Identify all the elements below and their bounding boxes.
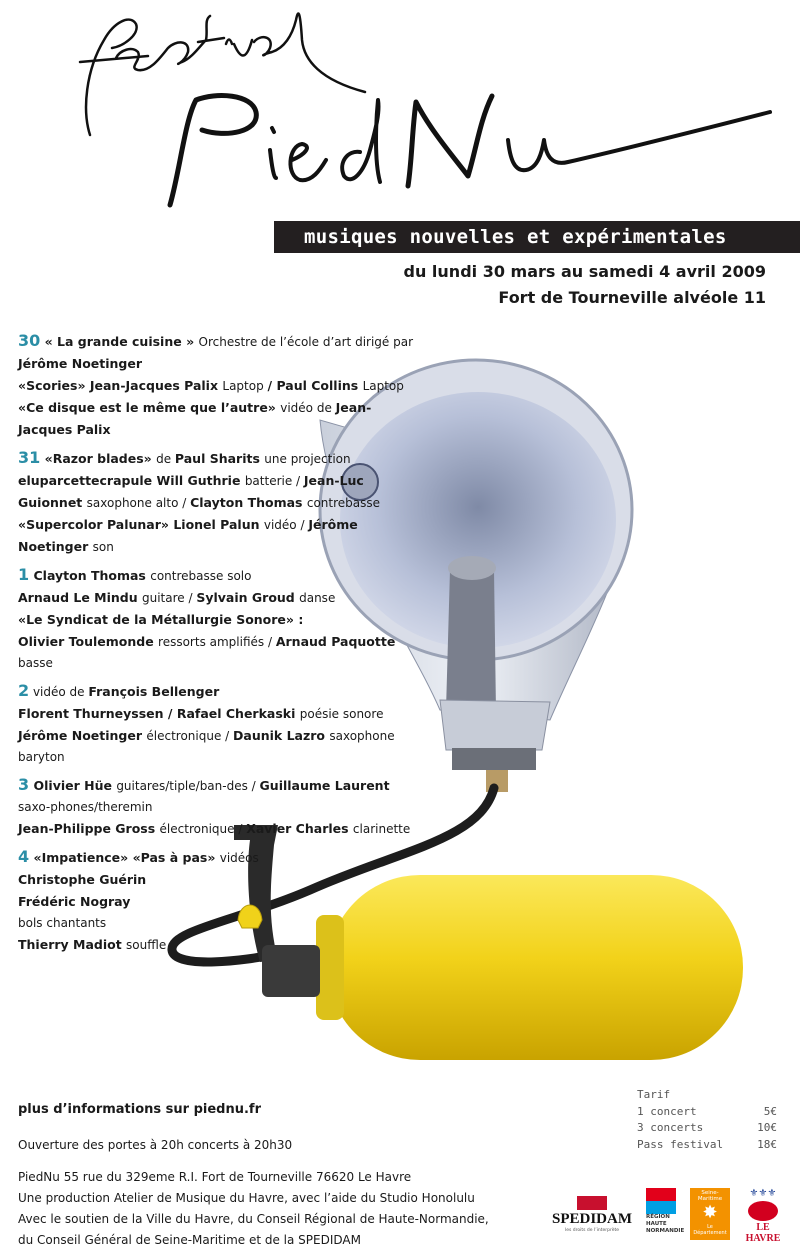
role-text: danse (299, 591, 336, 605)
role-text: clarinette (352, 822, 411, 836)
role-text: saxophone alto / (86, 496, 191, 510)
performer-or-title: / Paul Collins (267, 378, 363, 393)
price-label: Pass festival (637, 1137, 724, 1151)
performer-or-title: Olivier Toulemonde (18, 634, 159, 649)
fleur-de-lis-icon: ⚜⚜⚜ (749, 1188, 777, 1199)
price-row (637, 1104, 777, 1121)
role-text: vidéo de (29, 685, 89, 699)
performer-or-title: Daunik Lazro (233, 728, 330, 743)
performer-or-title: Jean-Jacques Palix (18, 400, 372, 437)
program-day-number: 1 (18, 565, 30, 584)
program-line (18, 818, 418, 840)
program-line (18, 846, 418, 869)
role-text: poésie sonore (299, 707, 384, 721)
more-info-link[interactable]: plus d’informations sur piednu.fr (18, 1102, 262, 1117)
performer-or-title: «Ce disque est le même que l’autre» (18, 400, 281, 415)
production-credit: Une production Atelier de Musique du Havre, avec l’aide du Studio Honolulu (18, 1191, 475, 1205)
program-line (18, 774, 418, 818)
role-text: Laptop (222, 379, 268, 393)
performer-or-title: Florent Thurneyssen / Rafael Cherkaski (18, 706, 300, 721)
program-line (18, 609, 418, 631)
performer-or-title: Olivier Hüe (29, 778, 117, 793)
performer-or-title: «Le Syndicat de la Métallurgie Sonore» : (18, 612, 304, 627)
lehavre-name: LE HAVRE (745, 1222, 781, 1244)
seine-maritime-name: Seine-Maritime (697, 1190, 723, 1202)
role-text: saxophone baryton (18, 729, 395, 764)
region-mark-icon (646, 1188, 676, 1214)
performer-or-title: Jean-Philippe Gross (18, 821, 160, 836)
support-line-1: Avec le soutien de la Ville du Havre, du Conseil Régional de Haute-Normandie, (18, 1212, 489, 1226)
performer-or-title: «Razor blades» (40, 451, 157, 466)
performer-or-title: Clayton Thomas (29, 568, 151, 583)
performer-or-title: Jean-Luc Guionnet (18, 473, 364, 510)
price-row (637, 1137, 777, 1154)
role-text: ressorts amplifiés / (158, 635, 276, 649)
program-line (18, 514, 418, 558)
performer-or-title: Arnaud Le Mindu (18, 590, 142, 605)
performer-or-title: Arnaud Paquotte (275, 634, 396, 649)
event-dates: du lundi 30 mars au samedi 4 avril 2009 (403, 262, 766, 281)
role-text: Laptop (362, 379, 404, 393)
performer-or-title: Xavier Charles (246, 821, 353, 836)
price-value: 10€ (757, 1121, 777, 1134)
event-venue: Fort de Tourneville alvéole 11 (498, 288, 766, 307)
performer-or-title: François Bellenger (88, 684, 220, 699)
price-table (637, 1087, 777, 1153)
role-text: batterie / (244, 474, 304, 488)
role-text: saxo-phones/theremin (18, 800, 153, 814)
figure-icon: ✸ (702, 1202, 718, 1223)
role-text: souffle (126, 938, 167, 952)
program-line (18, 587, 418, 609)
opening-hours: Ouverture des portes à 20h concerts à 20h30 (18, 1138, 293, 1152)
program-line (18, 330, 418, 375)
performer-or-title: Christophe Guérin (18, 872, 147, 887)
price-value: 5€ (763, 1104, 777, 1118)
price-value: 18€ (757, 1137, 777, 1151)
program-day-number: 30 (18, 331, 41, 350)
performer-or-title: Jérôme Noetinger (18, 728, 147, 743)
program-line (18, 397, 418, 441)
role-text: Orchestre de l’école d’art dirigé par (198, 335, 414, 349)
role-text: contrebasse (306, 496, 381, 510)
performer-or-title: Jérôme Noetinger (18, 517, 358, 554)
price-label: 3 concerts (637, 1121, 704, 1134)
support-line-2: du Conseil Général de Seine-Maritime et de la SPEDIDAM (18, 1233, 361, 1247)
performer-or-title: Paul Sharits (174, 451, 265, 466)
role-text: contrebasse solo (150, 569, 252, 583)
program-line (18, 680, 418, 703)
role-text: vidéos (219, 851, 259, 865)
price-title: Tarif (637, 1088, 671, 1101)
program-line (18, 869, 418, 891)
performer-or-title: « La grande cuisine » (40, 334, 199, 349)
role-text: son (92, 540, 114, 554)
spedidam-logo (546, 1196, 638, 1240)
program-line (18, 913, 418, 934)
departement-name: Le Département (693, 1224, 727, 1236)
performer-or-title: Frédéric Nogray (18, 894, 131, 909)
role-text: électronique / (159, 822, 247, 836)
program-line (18, 631, 418, 674)
role-text: électronique / (146, 729, 234, 743)
role-text: vidéo / (263, 518, 309, 532)
program-list (18, 330, 418, 962)
spedidam-name: SPEDIDAM (551, 1211, 632, 1227)
festival-piednu-logo (20, 0, 790, 215)
program-line (18, 891, 418, 913)
performer-or-title: «Scories» Jean-Jacques Palix (18, 378, 223, 393)
program-day-number: 3 (18, 775, 30, 794)
program-day-number: 31 (18, 448, 41, 467)
performer-or-title: Clayton Thomas (190, 495, 307, 510)
role-text: guitares/tiple/ban-des / (116, 779, 260, 793)
role-text: basse (18, 656, 53, 670)
performer-or-title: «Impatience» «Pas à pas» (29, 850, 220, 865)
program-line (18, 375, 418, 397)
spedidam-mark-icon (577, 1196, 607, 1210)
subtitle-banner: musiques nouvelles et expérimentales (274, 221, 800, 253)
spedidam-tagline: les droits de l’interprète (564, 1228, 620, 1233)
seine-maritime-logo (690, 1188, 730, 1240)
program-line (18, 564, 418, 587)
salamander-icon (748, 1201, 778, 1221)
program-line (18, 703, 418, 725)
price-row (637, 1120, 777, 1137)
program-line (18, 725, 418, 768)
performer-or-title: eluparcettecrapule Will Guthrie (18, 473, 245, 488)
footer-info (18, 1102, 498, 1251)
address: PiedNu 55 rue du 329eme R.I. Fort de Tourneville 76620 Le Havre (18, 1170, 412, 1184)
performer-or-title: Jérôme Noetinger (18, 356, 143, 371)
role-text: vidéo de (280, 401, 336, 415)
region-name: RÉGION HAUTE NORMANDIE (646, 1214, 685, 1234)
role-text: une projection (264, 452, 351, 466)
program-day-number: 2 (18, 681, 30, 700)
role-text: de (156, 452, 175, 466)
program-day-number: 4 (18, 847, 30, 866)
event-info (404, 259, 766, 311)
program-line (18, 934, 418, 956)
performer-or-title: Guillaume Laurent (259, 778, 390, 793)
role-text: bols chantants (18, 916, 107, 930)
lehavre-logo (740, 1188, 786, 1244)
role-text: guitare / (142, 591, 197, 605)
performer-or-title: Sylvain Groud (196, 590, 300, 605)
price-label: 1 concert (637, 1104, 697, 1118)
region-logo (646, 1188, 685, 1240)
program-line (18, 447, 418, 514)
performer-or-title: «Supercolor Palunar» Lionel Palun (18, 517, 264, 532)
performer-or-title: Thierry Madiot (18, 937, 127, 952)
